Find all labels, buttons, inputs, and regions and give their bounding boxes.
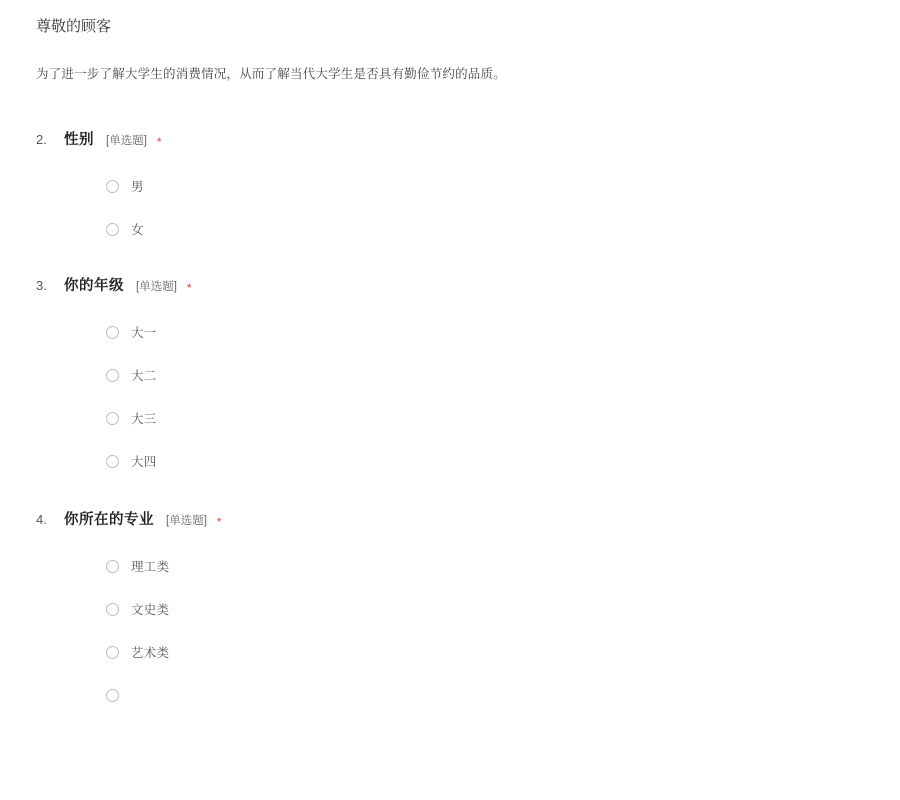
option-item[interactable] bbox=[64, 218, 864, 240]
radio-icon[interactable] bbox=[106, 646, 119, 659]
option-label: 大二 bbox=[131, 369, 157, 383]
option-label: 理工类 bbox=[131, 560, 170, 574]
option-group bbox=[36, 555, 864, 706]
option-label: 男 bbox=[131, 180, 144, 194]
required-marker: * bbox=[186, 281, 192, 295]
question-grade bbox=[0, 276, 900, 472]
option-label: 文史类 bbox=[131, 603, 170, 617]
page-title: 尊敬的顾客 bbox=[36, 18, 112, 35]
option-item[interactable] bbox=[64, 450, 864, 472]
radio-icon[interactable] bbox=[106, 369, 119, 382]
question-title: 你的年级 bbox=[64, 278, 124, 294]
option-label: 大一 bbox=[131, 326, 157, 340]
question-title: 你所在的专业 bbox=[64, 512, 154, 528]
question-gender bbox=[0, 130, 900, 240]
radio-icon[interactable] bbox=[106, 455, 119, 468]
question-type: [单选题] bbox=[136, 281, 177, 293]
option-label: 艺术类 bbox=[131, 646, 170, 660]
option-item[interactable] bbox=[64, 555, 864, 577]
question-header bbox=[36, 130, 864, 151]
option-item[interactable] bbox=[64, 407, 864, 429]
radio-icon[interactable] bbox=[106, 412, 119, 425]
question-list bbox=[0, 130, 900, 706]
option-item[interactable] bbox=[64, 684, 864, 706]
question-major bbox=[0, 510, 900, 706]
radio-icon[interactable] bbox=[106, 223, 119, 236]
question-title: 性别 bbox=[64, 132, 94, 148]
required-marker: * bbox=[216, 515, 222, 529]
survey-header bbox=[0, 0, 900, 84]
question-header bbox=[36, 510, 864, 531]
question-type: [单选题] bbox=[166, 515, 207, 527]
option-item[interactable] bbox=[64, 175, 864, 197]
option-label: 大四 bbox=[131, 455, 157, 469]
radio-icon[interactable] bbox=[106, 560, 119, 573]
question-number: 3. bbox=[36, 278, 47, 293]
radio-icon[interactable] bbox=[106, 180, 119, 193]
required-marker: * bbox=[156, 135, 162, 149]
radio-icon[interactable] bbox=[106, 689, 119, 702]
option-item[interactable] bbox=[64, 364, 864, 386]
option-group bbox=[36, 175, 864, 240]
option-item[interactable] bbox=[64, 321, 864, 343]
radio-icon[interactable] bbox=[106, 603, 119, 616]
question-number: 4. bbox=[36, 512, 47, 527]
radio-icon[interactable] bbox=[106, 326, 119, 339]
question-header bbox=[36, 276, 864, 297]
survey-description: 为了进一步了解大学生的消费情况，从而了解当代大学生是否具有勤俭节约的品质。 bbox=[36, 67, 506, 81]
option-group bbox=[36, 321, 864, 472]
option-item[interactable] bbox=[64, 641, 864, 663]
option-label: 大三 bbox=[131, 412, 157, 426]
question-number: 2. bbox=[36, 132, 47, 147]
option-item[interactable] bbox=[64, 598, 864, 620]
question-type: [单选题] bbox=[106, 135, 147, 147]
option-label: 女 bbox=[131, 223, 144, 237]
